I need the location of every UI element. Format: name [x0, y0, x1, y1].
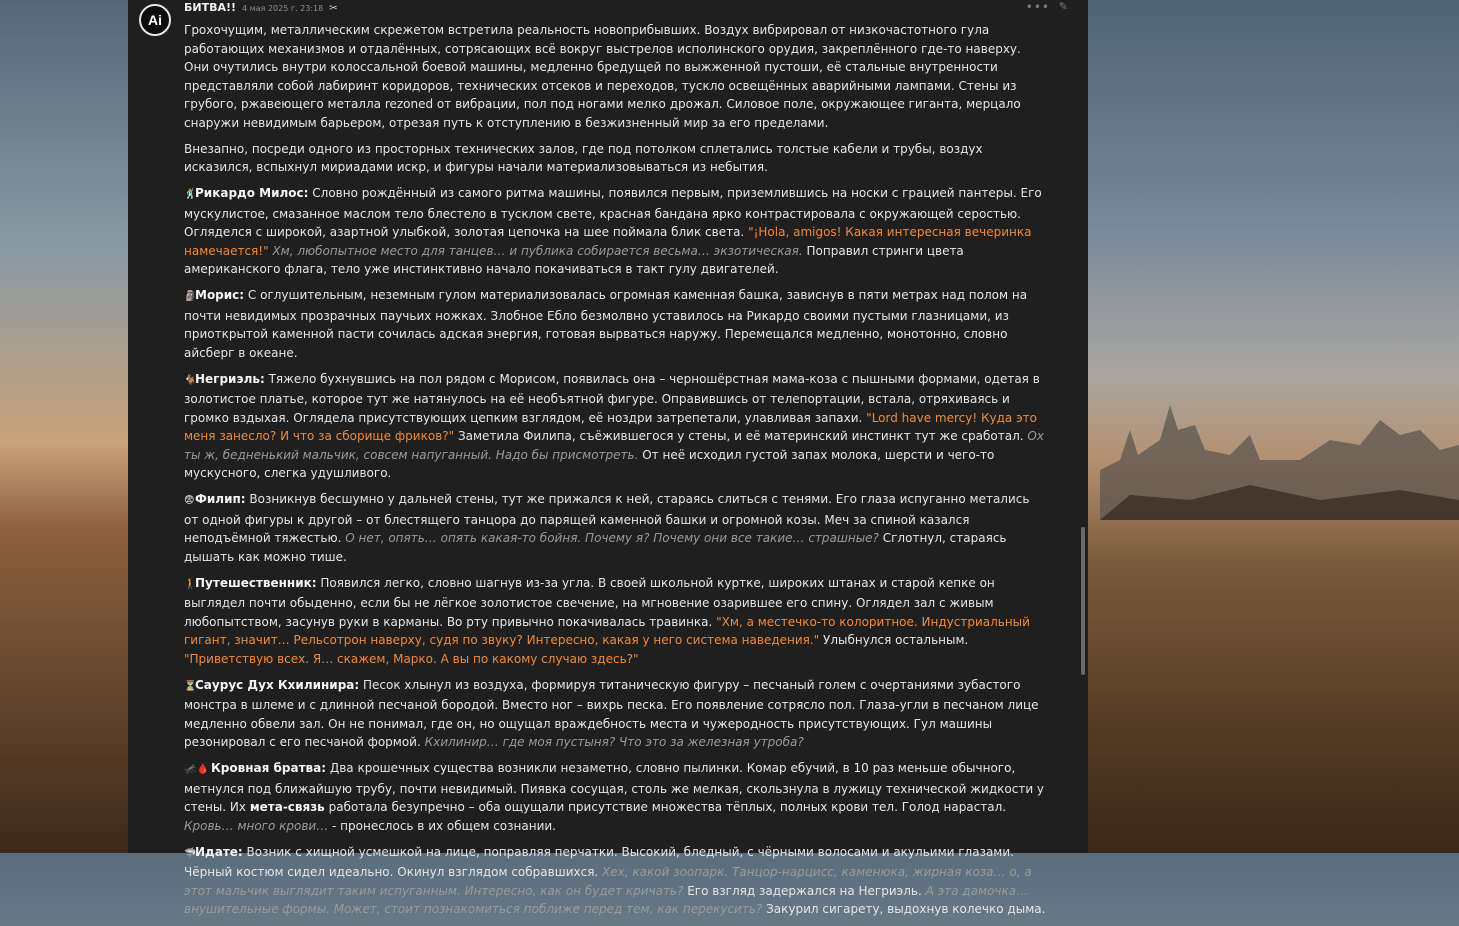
- speech-text: "Lord have mercy! Куда это меня занесло? И что за сборище фриков?": [184, 410, 1037, 443]
- character-name: Морис:: [195, 288, 245, 302]
- tag-icon: ✂: [329, 3, 338, 14]
- character-entry-saurus: ⏳Саурус Дух Кхилинира: Песок хлынул из воздуха, формируя титаническую фигуру – песчаный голем с очертаниями зубастого монстра в шлеме и с длинной песчаной бородой. Вместо ног – вихрь песка. Его появление сотрясло пол. Глаза-угли в песчаном лице медленно обвели зал. Он не понимал, где он, но ощущал враждебность места и чужеродность присутствующих. Гул машины резонировал с его песчаной формой. Кхилинир… где моя пустыня? Что это за железная утроба?: [184, 677, 1039, 749]
- character-name: Кровная братва:: [211, 761, 327, 775]
- character-entry-blood-brothers: 🦟🩸 Кровная братва: Два крошечных существа возникли незаметно, словно пылинки. Комар ебучий, в 10 раз меньше обычного, метнулся под ближайшую трубу, почти невидимый. Пиявка сосущая, столь же мелкая, скользнула в лужицу технической жидкости у стены. Их мета-связь работала безупречно – оба ощущали присутствие множества тёплых, полных крови тел. Голод нарастал. Кровь… много крови… - пронеслось в их общем сознании.: [184, 761, 1045, 833]
- bold-term: мета-связь: [249, 800, 325, 814]
- scrollbar-thumb[interactable]: [1081, 527, 1085, 675]
- speech-text: "¡Hola, amigos! Какая интересная вечеринка намечается!": [184, 225, 1032, 258]
- walking-person-icon: 🚶: [184, 578, 197, 590]
- thought-text: Кровь… много крови…: [184, 818, 329, 833]
- thought-text: Хех, какой зоопарк. Танцор-нарцисс, каменюка, жирная коза… о, а этот мальчик выглядит таким испуганным. Интересно, как он будет кричать?: [184, 865, 1032, 898]
- speech-text: "Хм, а местечко-то колоритное. Индустриальный гигант, значит… Рельсотрон наверху, судя по звуку? Интересно, какая у него система наведения.": [184, 614, 1030, 647]
- character-entry-traveler: 🚶Путешественник: Появился легко, словно шагнув из-за угла. В своей школьной куртке, широких штанах и старой кепке он выглядел почти обыденно, если бы не лёгкое золотистое свечение, на мгновение озарившее его спину. Оглядел зал с живым любопытством, засунув руки в карманы. Во рту привычно покачивалась травинка. "Хм, а местечко-то колоритное. Индустриальный гигант, значит… Рельсотрон наверху, судя по звуку? Интересно, какая у него система наведения." Улыбнулся остальным. "Приветствую всех. Я… скажем, Марко. А вы по какому случаю здесь?": [184, 575, 1030, 666]
- message-timestamp: 4 мая 2025 г. 23:18: [242, 4, 324, 13]
- thought-text: Ох ты ж, бедненький мальчик, совсем напуганный. Надо бы присмотреть.: [184, 429, 1044, 462]
- thought-text: Кхилинир… где моя пустыня? Что это за железная утроба?: [424, 735, 804, 749]
- paragraph: Внезапно, посреди одного из просторных технических залов, где под потолком сплетались толстые кабели и трубы, воздух исказился, вспыхнул мириадами искр, и фигуры начали материализовываться из небытия.: [184, 141, 983, 174]
- more-options-icon[interactable]: •••: [1025, 0, 1050, 14]
- character-entry-idate: 🦈Идате: Возник с хищной усмешкой на лице, поправляя перчатки. Высокий, бледный, с чёрными волосами и акульими глазами. Чёрный костюм сидел идеально. Окинул взглядом собравшихся. Хех, какой зоопарк. Танцор-нарцисс, каменюка, жирная коза… о, а этот мальчик выглядит таким испуганным. Интересно, как он будет кричать? Его взгляд задержался на Негриэль. А эта дамочка… внушительные формы. Может, стоит познакомиться поближе перед тем, как перекусить? Закурил сигарету, выдохнув колечко дыма.: [184, 844, 1046, 916]
- character-name: Рикардо Милос:: [195, 186, 309, 200]
- background-ruins-silhouette: [1100, 400, 1459, 520]
- moai-icon: 🗿: [184, 291, 197, 302]
- author-avatar[interactable]: Ai: [139, 4, 171, 36]
- edit-pencil-icon[interactable]: ✎: [1058, 0, 1068, 13]
- message-header: [184, 1, 338, 17]
- message-content: [184, 21, 1046, 926]
- hourglass-icon: ⏳: [184, 680, 197, 692]
- background-wallpaper-left: [0, 0, 128, 853]
- character-name: Филип:: [195, 492, 246, 506]
- paragraph: Грохочущим, металлическим скрежетом встретила реальность новоприбывших. Воздух вибрировал от низкочастотного гула работающих механизмов и отдалённых, сотрясающих всё вокруг выстрелов исполинского орудия, закреплённого где-то наверху. Они очутились внутри колоссальной боевой машины, медленно бредущей по выжженной пустоши, её стальные внутренности представляли собой лабиринт коридоров, технических отсеков и переходов, тускло освещённых аварийными лампами. Стены из грубого, ржавеющего металла rezoned от вибрации, пол под ногами мелко дрожал. Силовое поле, окружающее гиганта, мерцало снаружи невидимым барьером, отрезая путь к отступлению в безжизненный мир за его пределами.: [184, 23, 1021, 130]
- mosquito-drop-icon: 🦟🩸: [184, 764, 209, 775]
- thought-text: Хм, любопытное место для танцев… и публика собирается весьма… экзотическая.: [268, 243, 803, 258]
- shark-icon: 🦈: [184, 847, 197, 859]
- character-entry-negriel: 🐐Негриэль: Тяжело бухнувшись на пол рядом с Морисом, появилась она – чернoшёрстная мама-коза с пышными формами, одетая в золотистое платье, которое тут же натянулось на её необъятной фигуре. Оправившись от телепортации, встала, отряхиваясь и громко вздыхая. Оглядела присутствующих цепким взглядом, её ноздри затрепетали, улавливая запахи. "Lord have mercy! Куда это меня занесло? И что за сборище фриков?" Заметила Филипа, съёжившегося у стены, и её материнский инстинкт тут же сработал. Ох ты ж, бедненький мальчик, совсем напуганный. Надо бы присмотреть. От неё исходил густой запах молока, шерсти и чего-то мускусного, слегка удушливого.: [184, 371, 1044, 480]
- character-name: Идате:: [195, 844, 243, 859]
- character-name: Негриэль:: [195, 371, 265, 386]
- goat-icon: 🐐: [184, 374, 197, 386]
- message-panel: [128, 0, 1088, 916]
- fearful-face-icon: 😨: [184, 495, 195, 506]
- thought-text: А эта дамочка… внушительные формы. Может, стоит познакомиться поближе перед тем, как перекусить?: [184, 883, 1029, 916]
- thought-text: О нет, опять… опять какая-то бойня. Почему я? Почему они все такие… страшные?: [345, 531, 879, 545]
- character-entry-moris: 🗿Морис: С оглушительным, неземным гулом материализовалась огромная каменная башка, зависнув в пяти метрах над полом на почти невидимых прозрачных паучьих ножках. Злобное Ебло безмолвно уставилось на Рикардо своими пустыми глазницами, из приоткрытой каменной пасти сочилась адская энергия, готовая вырваться наружу. Перемещался медленно, монотонно, словно айсберг в океане.: [184, 288, 1028, 360]
- character-entry-ricardo: 🕺Рикардо Милос: Словно рождённый из самого ритма машины, появился первым, приземлившись на носки с грацией пантеры. Его мускулистое, смазанное маслом тело блестело в тусклом свете, красная бандана ярко контрастировала с окружающей серостью. Огляделся с широкой, азартной улыбкой, золотая цепочка на шее поймала блик света. "¡Hola, amigos! Какая интересная вечеринка намечается!" Хм, любопытное место для танцев… и публика собирается весьма… экзотическая. Поправил стринги цвета американского флага, тело уже инстинктивно начало покачиваться в такт гулу двигателей.: [184, 186, 1042, 276]
- dancer-icon: 🕺: [184, 189, 197, 200]
- speech-text: "Приветствую всех. Я… скажем, Марко. А вы по какому случаю здесь?": [184, 651, 639, 666]
- character-entry-filip: 😨Филип: Возникнув бесшумно у дальней стены, тут же прижался к ней, стараясь слиться с тенями. Его глаза испуганно метались от одной фигуры к другой – от блестящего танцора до парящей каменной башки и огромной козы. Меч за спиной казался неподъёмной тяжестью. О нет, опять… опять какая-то бойня. Почему я? Почему они все такие… страшные? Сглотнул, стараясь дышать как можно тише.: [184, 492, 1030, 564]
- author-name[interactable]: БИТВА!!: [184, 1, 237, 14]
- character-name: Саурус Дух Кхилинира:: [195, 677, 360, 692]
- character-name: Путешественник:: [195, 575, 317, 590]
